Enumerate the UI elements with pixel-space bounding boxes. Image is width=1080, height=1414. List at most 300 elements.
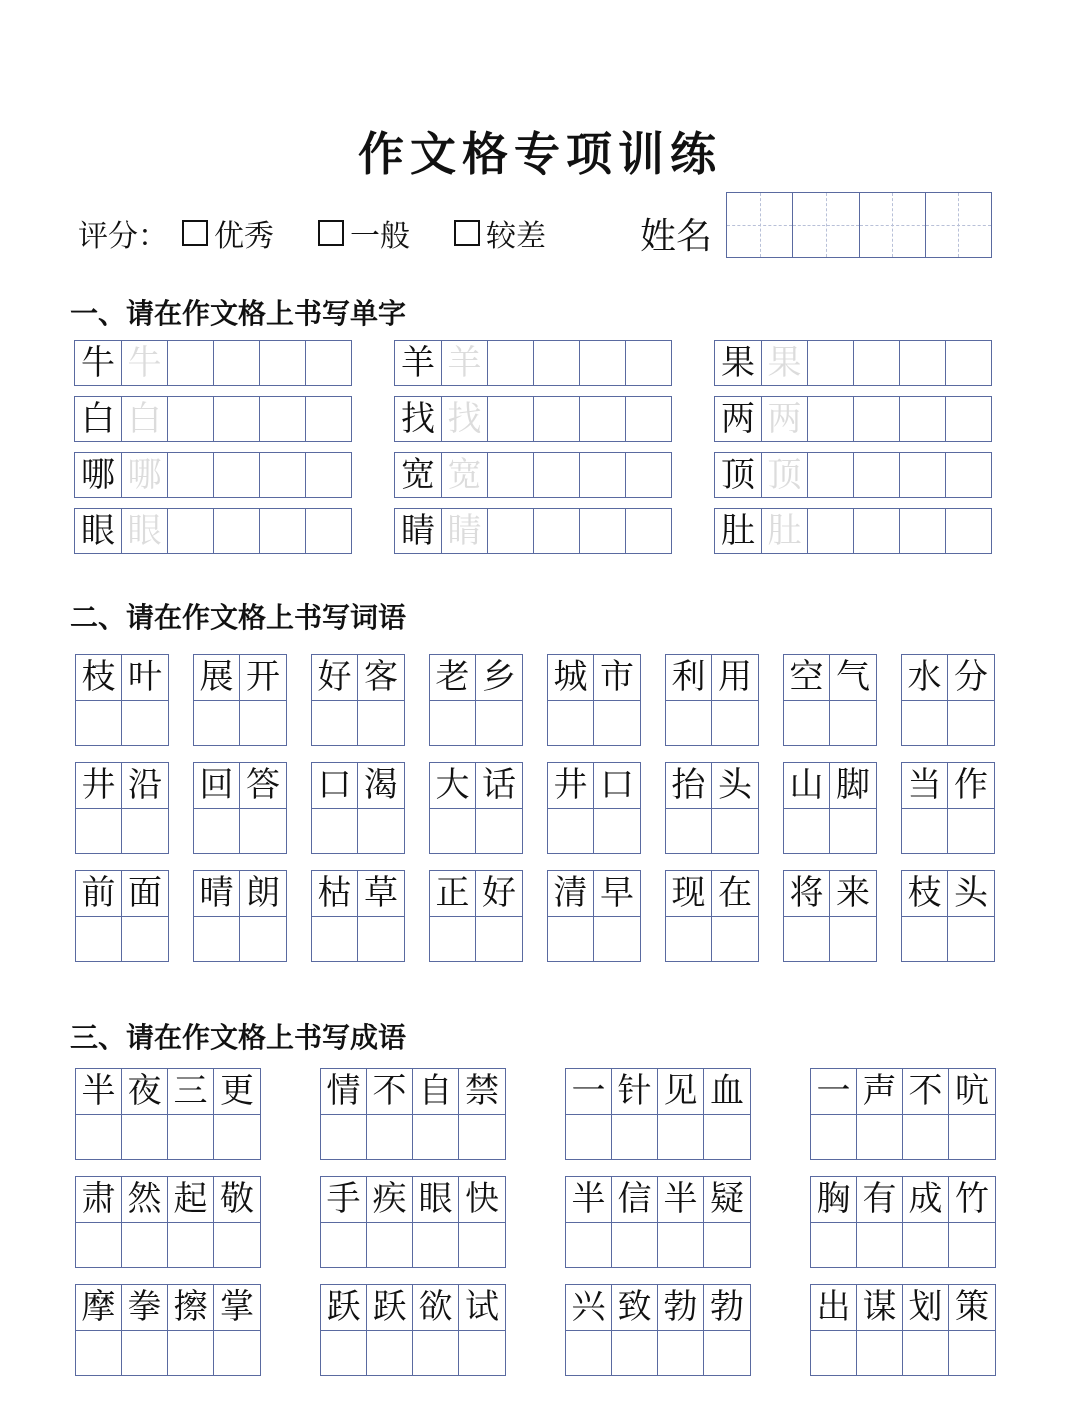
rating-option-average[interactable] <box>318 211 410 255</box>
blank-cell[interactable] <box>476 809 522 853</box>
blank-cell[interactable] <box>945 341 991 385</box>
blank-cell[interactable] <box>612 1223 658 1267</box>
blank-cell[interactable] <box>259 453 305 497</box>
checkbox-poor[interactable] <box>454 220 480 246</box>
blank-cell[interactable] <box>167 341 213 385</box>
blank-cell[interactable] <box>305 341 351 385</box>
blank-cell[interactable] <box>321 1331 367 1375</box>
idiom-grid[interactable] <box>565 1176 751 1268</box>
blank-cell[interactable] <box>625 509 671 553</box>
blank-cell[interactable] <box>811 1115 857 1159</box>
blank-cell[interactable] <box>459 1115 505 1159</box>
word-grid[interactable] <box>193 762 287 854</box>
blank-cell[interactable] <box>321 1223 367 1267</box>
blank-cell[interactable] <box>213 509 259 553</box>
blank-cell[interactable] <box>857 1223 903 1267</box>
word-char: 展 <box>194 655 240 701</box>
model-char: 找 <box>401 399 435 439</box>
word-grid[interactable] <box>901 870 995 962</box>
idiom-char: 谋 <box>857 1285 903 1331</box>
word-char: 大 <box>430 763 476 809</box>
name-cell[interactable] <box>792 193 858 257</box>
single-char-strip[interactable] <box>714 452 992 498</box>
blank-cell[interactable] <box>305 509 351 553</box>
blank-cell[interactable] <box>899 453 945 497</box>
word-char: 好 <box>476 871 522 917</box>
blank-cell[interactable] <box>213 453 259 497</box>
idiom-char: 有 <box>857 1177 903 1223</box>
blank-cell[interactable] <box>853 341 899 385</box>
blank-cell[interactable] <box>167 397 213 441</box>
trace-char[interactable]: 宽 <box>441 453 487 497</box>
word-grid[interactable] <box>901 654 995 746</box>
blank-cell[interactable] <box>853 509 899 553</box>
checkbox-average[interactable] <box>318 220 344 246</box>
blank-cell[interactable] <box>945 453 991 497</box>
section-title-words: 二、请在作文格上书写词语 <box>70 601 407 634</box>
blank-cell[interactable] <box>122 809 168 853</box>
blank-cell[interactable] <box>853 397 899 441</box>
blank-cell[interactable] <box>625 397 671 441</box>
idiom-char: 半 <box>76 1069 122 1115</box>
trace-char[interactable]: 顶 <box>761 453 807 497</box>
blank-cell[interactable] <box>807 341 853 385</box>
idiom-char: 一 <box>811 1069 857 1115</box>
blank-cell[interactable] <box>312 809 358 853</box>
blank-cell[interactable] <box>948 917 994 961</box>
idiom-char: 胸 <box>811 1177 857 1223</box>
blank-cell[interactable] <box>76 1331 122 1375</box>
blank-cell[interactable] <box>459 1223 505 1267</box>
word-char: 口 <box>594 763 640 809</box>
word-char: 将 <box>784 871 830 917</box>
word-char: 枯 <box>312 871 358 917</box>
idiom-char: 敬 <box>214 1177 260 1223</box>
trace-char[interactable]: 眼 <box>121 509 167 553</box>
blank-cell[interactable] <box>899 397 945 441</box>
blank-cell[interactable] <box>259 509 305 553</box>
idiom-grid[interactable] <box>75 1284 261 1376</box>
blank-cell[interactable] <box>807 453 853 497</box>
blank-cell[interactable] <box>666 917 712 961</box>
blank-cell[interactable] <box>594 809 640 853</box>
trace-char[interactable]: 睛 <box>441 509 487 553</box>
blank-cell[interactable] <box>168 1223 214 1267</box>
rating-row <box>78 208 590 258</box>
single-char-strip[interactable] <box>394 508 672 554</box>
single-char-strip[interactable] <box>74 340 352 386</box>
blank-cell[interactable] <box>533 341 579 385</box>
model-char: 白 <box>81 399 115 439</box>
single-char-strip[interactable] <box>714 340 992 386</box>
blank-cell[interactable] <box>167 453 213 497</box>
blank-cell[interactable] <box>122 1331 168 1375</box>
idiom-grid[interactable] <box>810 1284 996 1376</box>
checkbox-excellent[interactable] <box>182 220 208 246</box>
blank-cell[interactable] <box>811 1223 857 1267</box>
blank-cell[interactable] <box>853 453 899 497</box>
blank-cell[interactable] <box>857 1115 903 1159</box>
word-grid[interactable] <box>547 762 641 854</box>
blank-cell[interactable] <box>122 701 168 745</box>
blank-cell[interactable] <box>712 701 758 745</box>
rating-option-label: 优秀 <box>214 219 274 254</box>
blank-cell[interactable] <box>594 701 640 745</box>
blank-cell[interactable] <box>784 809 830 853</box>
blank-cell[interactable] <box>214 1223 260 1267</box>
blank-cell[interactable] <box>712 809 758 853</box>
blank-cell[interactable] <box>459 1331 505 1375</box>
model-char: 哪 <box>81 455 115 495</box>
idiom-char: 声 <box>857 1069 903 1115</box>
idiom-grid[interactable] <box>320 1284 506 1376</box>
blank-cell[interactable] <box>76 1115 122 1159</box>
model-char: 宽 <box>401 455 435 495</box>
blank-cell[interactable] <box>899 509 945 553</box>
blank-cell[interactable] <box>830 701 876 745</box>
word-grid[interactable] <box>547 870 641 962</box>
word-char: 分 <box>948 655 994 701</box>
blank-cell[interactable] <box>367 1331 413 1375</box>
idiom-char: 摩 <box>76 1285 122 1331</box>
blank-cell[interactable] <box>358 701 404 745</box>
word-char: 抬 <box>666 763 712 809</box>
single-char-strip[interactable] <box>394 340 672 386</box>
model-char: 眼 <box>81 511 115 551</box>
blank-cell[interactable] <box>312 701 358 745</box>
single-char-strip[interactable] <box>74 452 352 498</box>
word-char: 枝 <box>76 655 122 701</box>
single-char-strip[interactable] <box>74 508 352 554</box>
idiom-char: 快 <box>459 1177 505 1223</box>
blank-cell[interactable] <box>548 917 594 961</box>
blank-cell[interactable] <box>579 341 625 385</box>
blank-cell[interactable] <box>949 1115 995 1159</box>
trace-char[interactable]: 果 <box>761 341 807 385</box>
blank-cell[interactable] <box>945 397 991 441</box>
blank-cell[interactable] <box>658 1223 704 1267</box>
word-grid[interactable] <box>193 654 287 746</box>
word-char: 晴 <box>194 871 240 917</box>
blank-cell[interactable] <box>122 1115 168 1159</box>
name-input-grid[interactable] <box>726 192 992 258</box>
idiom-grid[interactable] <box>75 1176 261 1268</box>
word-grid[interactable] <box>193 870 287 962</box>
blank-cell[interactable] <box>413 1115 459 1159</box>
blank-cell[interactable] <box>784 917 830 961</box>
word-char: 开 <box>240 655 286 701</box>
name-cell[interactable] <box>859 193 925 257</box>
blank-cell[interactable] <box>807 397 853 441</box>
idiom-char: 吭 <box>949 1069 995 1115</box>
blank-cell[interactable] <box>76 917 122 961</box>
blank-cell[interactable] <box>240 917 286 961</box>
rating-option-label: 较差 <box>486 219 546 254</box>
blank-cell[interactable] <box>533 397 579 441</box>
blank-cell[interactable] <box>949 1223 995 1267</box>
name-cell[interactable] <box>925 193 991 257</box>
blank-cell[interactable] <box>612 1115 658 1159</box>
blank-cell[interactable] <box>830 809 876 853</box>
blank-cell[interactable] <box>704 1331 750 1375</box>
trace-char[interactable]: 找 <box>441 397 487 441</box>
blank-cell[interactable] <box>625 341 671 385</box>
blank-cell[interactable] <box>476 701 522 745</box>
blank-cell[interactable] <box>430 809 476 853</box>
idiom-char: 致 <box>612 1285 658 1331</box>
idiom-char: 策 <box>949 1285 995 1331</box>
blank-cell[interactable] <box>902 809 948 853</box>
word-grid[interactable] <box>75 654 169 746</box>
blank-cell[interactable] <box>704 1115 750 1159</box>
single-char-strip[interactable] <box>394 396 672 442</box>
blank-cell[interactable] <box>240 701 286 745</box>
blank-cell[interactable] <box>213 341 259 385</box>
blank-cell[interactable] <box>948 809 994 853</box>
blank-cell[interactable] <box>658 1331 704 1375</box>
blank-cell[interactable] <box>305 453 351 497</box>
blank-cell[interactable] <box>902 917 948 961</box>
word-grid[interactable] <box>311 654 405 746</box>
blank-cell[interactable] <box>76 1223 122 1267</box>
trace-char[interactable]: 羊 <box>441 341 487 385</box>
blank-cell[interactable] <box>899 341 945 385</box>
word-grid[interactable] <box>783 762 877 854</box>
idiom-char: 针 <box>612 1069 658 1115</box>
word-char: 面 <box>122 871 168 917</box>
word-grid[interactable] <box>783 654 877 746</box>
blank-cell[interactable] <box>413 1331 459 1375</box>
blank-cell[interactable] <box>312 917 358 961</box>
blank-cell[interactable] <box>945 509 991 553</box>
word-char: 井 <box>548 763 594 809</box>
blank-cell[interactable] <box>194 917 240 961</box>
blank-cell[interactable] <box>533 509 579 553</box>
idiom-grid[interactable] <box>320 1176 506 1268</box>
blank-cell[interactable] <box>903 1223 949 1267</box>
blank-cell[interactable] <box>902 701 948 745</box>
word-grid[interactable] <box>429 870 523 962</box>
single-char-strip[interactable] <box>394 452 672 498</box>
blank-cell[interactable] <box>579 509 625 553</box>
word-char: 沿 <box>122 763 168 809</box>
rating-option-poor[interactable] <box>454 211 546 255</box>
idiom-char: 成 <box>903 1177 949 1223</box>
word-char: 空 <box>784 655 830 701</box>
word-grid[interactable] <box>665 762 759 854</box>
word-char: 客 <box>358 655 404 701</box>
blank-cell[interactable] <box>367 1115 413 1159</box>
blank-cell[interactable] <box>259 397 305 441</box>
word-char: 好 <box>312 655 358 701</box>
blank-cell[interactable] <box>566 1223 612 1267</box>
word-grid[interactable] <box>783 870 877 962</box>
blank-cell[interactable] <box>625 453 671 497</box>
idiom-char: 拳 <box>122 1285 168 1331</box>
blank-cell[interactable] <box>784 701 830 745</box>
blank-cell[interactable] <box>240 809 286 853</box>
word-grid[interactable] <box>901 762 995 854</box>
section-title-idioms: 三、请在作文格上书写成语 <box>70 1021 407 1054</box>
idiom-char: 眼 <box>413 1177 459 1223</box>
blank-cell[interactable] <box>122 917 168 961</box>
blank-cell[interactable] <box>811 1331 857 1375</box>
name-cell[interactable] <box>727 193 792 257</box>
blank-cell[interactable] <box>259 341 305 385</box>
word-char: 前 <box>76 871 122 917</box>
blank-cell[interactable] <box>122 1223 168 1267</box>
blank-cell[interactable] <box>321 1115 367 1159</box>
single-char-strip[interactable] <box>714 396 992 442</box>
word-char: 老 <box>430 655 476 701</box>
trace-char[interactable]: 牛 <box>121 341 167 385</box>
word-grid[interactable] <box>665 870 759 962</box>
rating-option-excellent[interactable] <box>182 211 274 255</box>
idiom-grid[interactable] <box>810 1176 996 1268</box>
single-char-strip[interactable] <box>74 396 352 442</box>
trace-char[interactable]: 肚 <box>761 509 807 553</box>
page-title: 作文格专项训练 <box>358 127 722 181</box>
blank-cell[interactable] <box>548 701 594 745</box>
idiom-char: 手 <box>321 1177 367 1223</box>
blank-cell[interactable] <box>367 1223 413 1267</box>
blank-cell[interactable] <box>305 397 351 441</box>
word-grid[interactable] <box>75 762 169 854</box>
word-char: 现 <box>666 871 712 917</box>
word-grid[interactable] <box>311 762 405 854</box>
blank-cell[interactable] <box>704 1223 750 1267</box>
blank-cell[interactable] <box>857 1331 903 1375</box>
blank-cell[interactable] <box>213 397 259 441</box>
blank-cell[interactable] <box>487 397 533 441</box>
word-char: 正 <box>430 871 476 917</box>
single-char-strip[interactable] <box>714 508 992 554</box>
idiom-char: 起 <box>168 1177 214 1223</box>
word-grid[interactable] <box>429 762 523 854</box>
blank-cell[interactable] <box>476 917 522 961</box>
blank-cell[interactable] <box>807 509 853 553</box>
blank-cell[interactable] <box>903 1115 949 1159</box>
blank-cell[interactable] <box>533 453 579 497</box>
blank-cell[interactable] <box>76 701 122 745</box>
word-char: 清 <box>548 871 594 917</box>
idiom-char: 勃 <box>658 1285 704 1331</box>
idiom-char: 半 <box>658 1177 704 1223</box>
word-char: 叶 <box>122 655 168 701</box>
idiom-char: 欲 <box>413 1285 459 1331</box>
idiom-char: 三 <box>168 1069 214 1115</box>
blank-cell[interactable] <box>548 809 594 853</box>
blank-cell[interactable] <box>566 1331 612 1375</box>
blank-cell[interactable] <box>167 509 213 553</box>
model-char: 牛 <box>81 343 115 383</box>
blank-cell[interactable] <box>214 1115 260 1159</box>
blank-cell[interactable] <box>358 809 404 853</box>
blank-cell[interactable] <box>658 1115 704 1159</box>
trace-char[interactable]: 白 <box>121 397 167 441</box>
word-char: 水 <box>902 655 948 701</box>
blank-cell[interactable] <box>579 397 625 441</box>
blank-cell[interactable] <box>566 1115 612 1159</box>
idiom-char: 划 <box>903 1285 949 1331</box>
blank-cell[interactable] <box>666 809 712 853</box>
blank-cell[interactable] <box>612 1331 658 1375</box>
idiom-grid[interactable] <box>75 1068 261 1160</box>
word-grid[interactable] <box>311 870 405 962</box>
word-char: 城 <box>548 655 594 701</box>
idiom-grid[interactable] <box>565 1068 751 1160</box>
idiom-char: 跃 <box>321 1285 367 1331</box>
word-char: 早 <box>594 871 640 917</box>
idiom-char: 自 <box>413 1069 459 1115</box>
trace-char[interactable]: 哪 <box>121 453 167 497</box>
idiom-char: 出 <box>811 1285 857 1331</box>
blank-cell[interactable] <box>487 453 533 497</box>
trace-char[interactable]: 两 <box>761 397 807 441</box>
idiom-char: 半 <box>566 1177 612 1223</box>
word-grid[interactable] <box>547 654 641 746</box>
word-char: 市 <box>594 655 640 701</box>
word-char: 山 <box>784 763 830 809</box>
blank-cell[interactable] <box>413 1223 459 1267</box>
idiom-char: 更 <box>214 1069 260 1115</box>
idiom-char: 试 <box>459 1285 505 1331</box>
idiom-grid[interactable] <box>565 1284 751 1376</box>
model-char: 羊 <box>401 343 435 383</box>
word-grid[interactable] <box>429 654 523 746</box>
word-char: 乡 <box>476 655 522 701</box>
idiom-char: 不 <box>903 1069 949 1115</box>
blank-cell[interactable] <box>949 1331 995 1375</box>
idiom-char: 不 <box>367 1069 413 1115</box>
idiom-grid[interactable] <box>810 1068 996 1160</box>
idiom-char: 疾 <box>367 1177 413 1223</box>
blank-cell[interactable] <box>666 701 712 745</box>
rating-label: 评分： <box>78 219 168 254</box>
idiom-char: 禁 <box>459 1069 505 1115</box>
blank-cell[interactable] <box>168 1331 214 1375</box>
blank-cell[interactable] <box>214 1331 260 1375</box>
blank-cell[interactable] <box>948 701 994 745</box>
model-char: 两 <box>721 399 755 439</box>
blank-cell[interactable] <box>430 701 476 745</box>
section-title-single-chars: 一、请在作文格上书写单字 <box>70 297 407 330</box>
blank-cell[interactable] <box>487 509 533 553</box>
word-char: 井 <box>76 763 122 809</box>
idiom-char: 掌 <box>214 1285 260 1331</box>
word-grid[interactable] <box>75 870 169 962</box>
blank-cell[interactable] <box>903 1331 949 1375</box>
blank-cell[interactable] <box>579 453 625 497</box>
idiom-grid[interactable] <box>320 1068 506 1160</box>
blank-cell[interactable] <box>712 917 758 961</box>
blank-cell[interactable] <box>487 341 533 385</box>
blank-cell[interactable] <box>830 917 876 961</box>
blank-cell[interactable] <box>168 1115 214 1159</box>
blank-cell[interactable] <box>194 809 240 853</box>
idiom-char: 竹 <box>949 1177 995 1223</box>
idiom-char: 一 <box>566 1069 612 1115</box>
blank-cell[interactable] <box>430 917 476 961</box>
word-grid[interactable] <box>665 654 759 746</box>
idiom-char: 勃 <box>704 1285 750 1331</box>
blank-cell[interactable] <box>76 809 122 853</box>
idiom-char: 血 <box>704 1069 750 1115</box>
word-char: 气 <box>830 655 876 701</box>
blank-cell[interactable] <box>594 917 640 961</box>
blank-cell[interactable] <box>194 701 240 745</box>
blank-cell[interactable] <box>358 917 404 961</box>
